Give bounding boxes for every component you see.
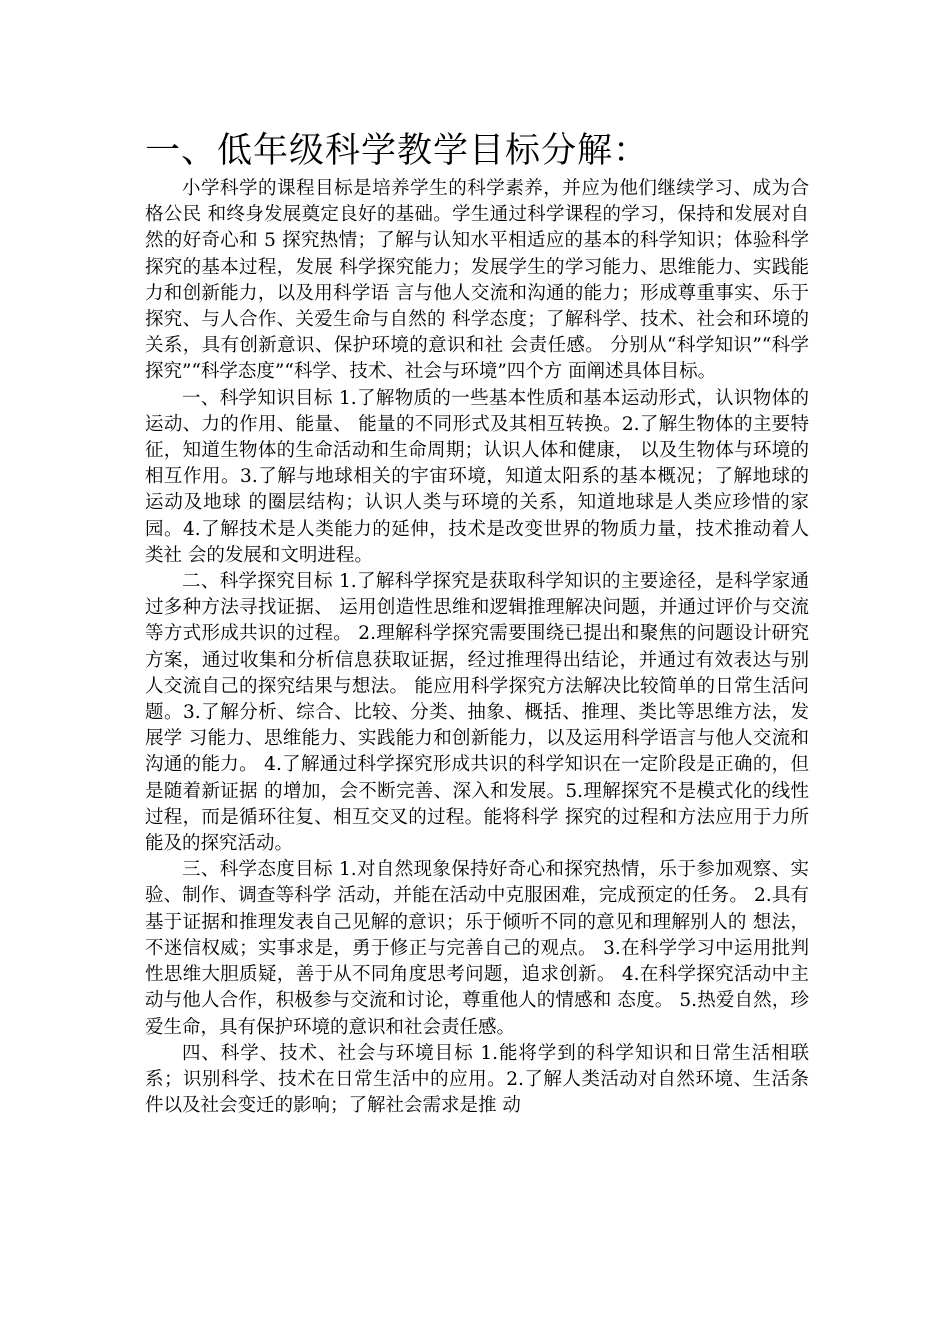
intro-paragraph: 小学科学的课程目标是培养学生的科学素养，并应为他们继续学习、成为合格公民 和终身发展奠定良好的基础。学生通过科学课程的学习，保持和发展对自然的好奇心和 5 探究热情；了解与认知水平相适应的基本的科学知识；体验科学探究的基本过程，发展 科学探究能力；发展学生的学习能力、思维能力、实践能力和创新能力，以及用科学语 言与他人交流和沟通的能力；形成尊重事实、乐于探究、与人合作、关爱生命与自然的 科学态度；了解科学、技术、社会和环境的关系，具有创新意识、保护环境的意识和社 会责任感。 分别从“科学知识”“科学探究”“科学态度”“科学、技术、社会与环境”四个方 面阐述具体目标。 — [145, 178, 809, 383]
sts-environment-paragraph: 四、科学、技术、社会与环境目标 1.能将学到的科学知识和日常生活相联系；识别科学、技术在日常生活中的应用。2.了解人类活动对自然环境、生活条件以及社会变迁的影响；了解社会需求是推 动 — [145, 1042, 809, 1117]
science-knowledge-paragraph: 一、科学知识目标 1.了解物质的一些基本性质和基本运动形式，认识物体的运动、力的作用、能量、 能量的不同形式及其相互转换。2.了解生物体的主要特征，知道生物体的生命活动和生命周期；认识人体和健康， 以及生物体与环境的相互作用。3.了解与地球相关的宇宙环境，知道太阳系的基本概况；了解地球的运动及地球 的圈层结构；认识人类与环境的关系，知道地球是人类应珍惜的家园。4.了解技术是人类能力的延伸，技术是改变世界的物质力量，技术推动着人类社 会的发展和文明进程。 — [145, 387, 809, 566]
science-inquiry-paragraph: 二、科学探究目标 1.了解科学探究是获取科学知识的主要途径，是科学家通过多种方法寻找证据、 运用创造性思维和逻辑推理解决问题，并通过评价与交流等方式形成共识的过程。 2.理解科学探究需要围绕已提出和聚焦的问题设计研究方案，通过收集和分析信息获取证据，经过推理得出结论，并通过有效表达与别人交流自己的探究结果与想法。 能应用科学探究方法解决比较简单的日常生活问题。3.了解分析、综合、比较、分类、抽象、概括、推理、类比等思维方法，发展学 习能力、思维能力、实践能力和创新能力，以及运用科学语言与他人交流和沟通的能力。 4.了解通过科学探究形成共识的科学知识在一定阶段是正确的，但是随着新证据 的增加，会不断完善、深入和发展。5.理解探究不是模式化的线性过程，而是循环往复、相互交叉的过程。能将科学 探究的过程和方法应用于力所能及的探究活动。 — [145, 571, 809, 855]
science-attitude-paragraph: 三、科学态度目标 1.对自然现象保持好奇心和探究热情，乐于参加观察、实验、制作、调查等科学 活动，并能在活动中克服困难，完成预定的任务。 2.具有基于证据和推理发表自己见解的意识；乐于倾听不同的意见和理解别人的 想法，不迷信权威；实事求是，勇于修正与完善自己的观点。 3.在科学学习中运用批判性思维大胆质疑，善于从不同角度思考问题，追求创新。 4.在科学探究活动中主动与他人合作，积极参与交流和讨论，尊重他人的情感和 态度。 5.热爱自然，珍爱生命，具有保护环境的意识和社会责任感。 — [145, 859, 809, 1038]
document-body — [145, 176, 809, 1119]
page-title: 一、低年级科学教学目标分解： — [145, 131, 650, 171]
